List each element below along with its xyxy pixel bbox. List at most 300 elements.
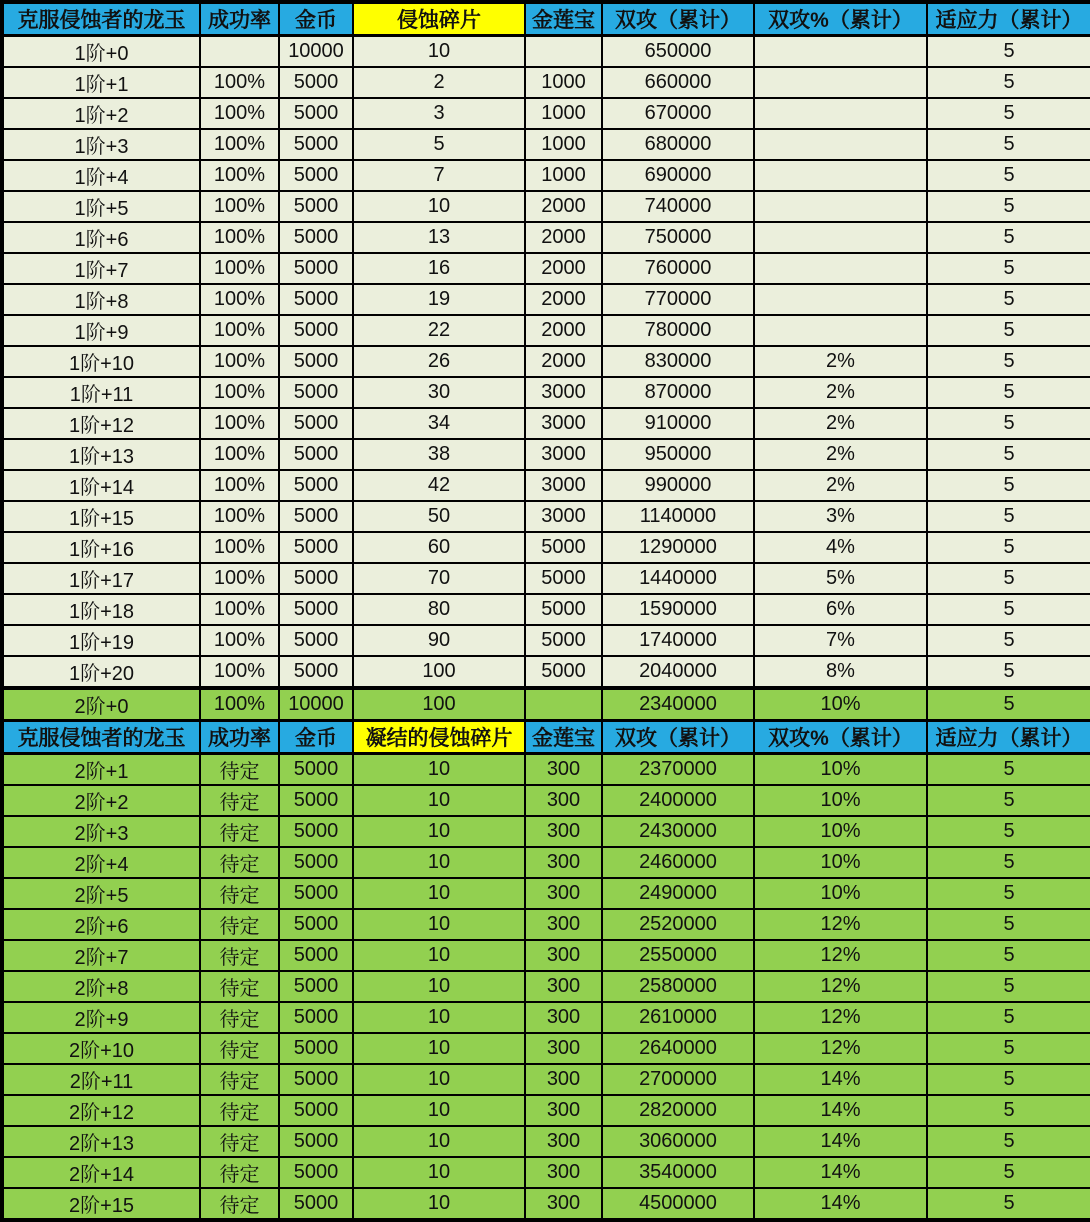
cell-lotus[interactable]: 5000 <box>525 625 602 656</box>
cell-dual-attack[interactable]: 680000 <box>602 129 754 160</box>
cell-dual-attack-pct[interactable] <box>754 191 927 222</box>
cell-shards[interactable]: 50 <box>353 501 525 532</box>
cell-lotus[interactable]: 300 <box>525 1188 602 1220</box>
cell-shards[interactable]: 16 <box>353 253 525 284</box>
cell-success-rate[interactable]: 100% <box>200 191 279 222</box>
cell-dual-attack-pct[interactable]: 5% <box>754 563 927 594</box>
cell-gold[interactable]: 5000 <box>279 1002 353 1033</box>
cell-dual-attack[interactable]: 950000 <box>602 439 754 470</box>
cell-dual-attack-pct[interactable] <box>754 36 927 68</box>
cell-success-rate[interactable]: 待定 <box>200 1188 279 1220</box>
cell-gold[interactable]: 5000 <box>279 656 353 688</box>
cell-dragon-jade[interactable]: 2阶+1 <box>2 754 200 786</box>
cell-success-rate[interactable]: 待定 <box>200 847 279 878</box>
cell-success-rate[interactable]: 100% <box>200 284 279 315</box>
cell-success-rate[interactable]: 100% <box>200 439 279 470</box>
cell-dragon-jade[interactable]: 1阶+15 <box>2 501 200 532</box>
cell-dual-attack-pct[interactable]: 2% <box>754 470 927 501</box>
cell-dual-attack[interactable]: 2580000 <box>602 971 754 1002</box>
header-dual-attack[interactable]: 双攻（累计） <box>602 721 754 754</box>
cell-success-rate[interactable]: 100% <box>200 67 279 98</box>
cell-gold[interactable]: 5000 <box>279 98 353 129</box>
cell-adaptability[interactable]: 5 <box>927 878 1090 909</box>
cell-shards[interactable]: 10 <box>353 1002 525 1033</box>
cell-dual-attack[interactable]: 670000 <box>602 98 754 129</box>
cell-gold[interactable]: 10000 <box>279 36 353 68</box>
cell-adaptability[interactable]: 5 <box>927 594 1090 625</box>
cell-shards[interactable]: 10 <box>353 1033 525 1064</box>
cell-dual-attack[interactable]: 690000 <box>602 160 754 191</box>
cell-dual-attack[interactable]: 660000 <box>602 67 754 98</box>
cell-shards[interactable]: 10 <box>353 971 525 1002</box>
cell-dual-attack-pct[interactable] <box>754 253 927 284</box>
cell-gold[interactable]: 5000 <box>279 625 353 656</box>
cell-dual-attack-pct[interactable]: 14% <box>754 1126 927 1157</box>
header-gold[interactable]: 金币 <box>279 2 353 36</box>
cell-lotus[interactable]: 5000 <box>525 532 602 563</box>
cell-dragon-jade[interactable]: 1阶+11 <box>2 377 200 408</box>
cell-dual-attack[interactable]: 2460000 <box>602 847 754 878</box>
cell-adaptability[interactable]: 5 <box>927 470 1090 501</box>
header-shards[interactable]: 侵蚀碎片 <box>353 2 525 36</box>
header-adaptability[interactable]: 适应力（累计） <box>927 2 1090 36</box>
cell-dragon-jade[interactable]: 2阶+7 <box>2 940 200 971</box>
cell-success-rate[interactable]: 100% <box>200 253 279 284</box>
cell-success-rate[interactable]: 100% <box>200 532 279 563</box>
cell-dual-attack[interactable]: 760000 <box>602 253 754 284</box>
cell-lotus[interactable]: 1000 <box>525 129 602 160</box>
cell-adaptability[interactable]: 5 <box>927 36 1090 68</box>
cell-lotus[interactable]: 3000 <box>525 439 602 470</box>
cell-lotus[interactable]: 300 <box>525 754 602 786</box>
header-shards[interactable]: 凝结的侵蚀碎片 <box>353 721 525 754</box>
cell-dragon-jade[interactable]: 1阶+10 <box>2 346 200 377</box>
cell-dragon-jade[interactable]: 2阶+2 <box>2 785 200 816</box>
cell-lotus[interactable]: 5000 <box>525 656 602 688</box>
cell-dragon-jade[interactable]: 1阶+8 <box>2 284 200 315</box>
cell-dual-attack-pct[interactable] <box>754 129 927 160</box>
cell-adaptability[interactable]: 5 <box>927 67 1090 98</box>
cell-dual-attack-pct[interactable]: 2% <box>754 408 927 439</box>
cell-dual-attack[interactable]: 1140000 <box>602 501 754 532</box>
cell-dual-attack-pct[interactable] <box>754 284 927 315</box>
cell-shards[interactable]: 42 <box>353 470 525 501</box>
cell-dual-attack[interactable]: 830000 <box>602 346 754 377</box>
cell-dual-attack-pct[interactable]: 10% <box>754 754 927 786</box>
cell-success-rate[interactable]: 待定 <box>200 1126 279 1157</box>
cell-shards[interactable]: 13 <box>353 222 525 253</box>
cell-adaptability[interactable]: 5 <box>927 1095 1090 1126</box>
cell-lotus[interactable]: 3000 <box>525 501 602 532</box>
cell-lotus[interactable]: 2000 <box>525 346 602 377</box>
cell-adaptability[interactable]: 5 <box>927 191 1090 222</box>
cell-dragon-jade[interactable]: 1阶+3 <box>2 129 200 160</box>
cell-gold[interactable]: 5000 <box>279 1064 353 1095</box>
cell-gold[interactable]: 5000 <box>279 408 353 439</box>
cell-gold[interactable]: 5000 <box>279 377 353 408</box>
cell-dragon-jade[interactable]: 1阶+4 <box>2 160 200 191</box>
cell-success-rate[interactable]: 100% <box>200 408 279 439</box>
cell-lotus[interactable]: 5000 <box>525 594 602 625</box>
cell-adaptability[interactable]: 5 <box>927 98 1090 129</box>
cell-adaptability[interactable]: 5 <box>927 816 1090 847</box>
cell-shards[interactable]: 19 <box>353 284 525 315</box>
cell-gold[interactable]: 5000 <box>279 501 353 532</box>
cell-shards[interactable]: 100 <box>353 656 525 688</box>
cell-dual-attack[interactable]: 2040000 <box>602 656 754 688</box>
cell-dual-attack-pct[interactable]: 10% <box>754 785 927 816</box>
cell-gold[interactable]: 5000 <box>279 284 353 315</box>
cell-gold[interactable]: 5000 <box>279 971 353 1002</box>
cell-dual-attack-pct[interactable]: 10% <box>754 878 927 909</box>
header-success-rate[interactable]: 成功率 <box>200 721 279 754</box>
cell-gold[interactable]: 5000 <box>279 847 353 878</box>
header-dual-attack-pct[interactable]: 双攻%（累计） <box>754 721 927 754</box>
cell-dual-attack-pct[interactable]: 12% <box>754 1033 927 1064</box>
cell-lotus[interactable]: 300 <box>525 1002 602 1033</box>
cell-success-rate[interactable]: 待定 <box>200 878 279 909</box>
cell-shards[interactable]: 10 <box>353 816 525 847</box>
cell-shards[interactable]: 10 <box>353 191 525 222</box>
cell-adaptability[interactable]: 5 <box>927 129 1090 160</box>
cell-dual-attack-pct[interactable]: 7% <box>754 625 927 656</box>
cell-success-rate[interactable]: 待定 <box>200 909 279 940</box>
cell-dragon-jade[interactable]: 2阶+10 <box>2 1033 200 1064</box>
cell-dual-attack[interactable]: 1590000 <box>602 594 754 625</box>
cell-shards[interactable]: 26 <box>353 346 525 377</box>
cell-success-rate[interactable]: 待定 <box>200 785 279 816</box>
cell-gold[interactable]: 5000 <box>279 1126 353 1157</box>
cell-success-rate[interactable]: 100% <box>200 315 279 346</box>
cell-shards[interactable]: 38 <box>353 439 525 470</box>
cell-dual-attack[interactable]: 780000 <box>602 315 754 346</box>
cell-success-rate[interactable]: 100% <box>200 129 279 160</box>
cell-lotus[interactable]: 2000 <box>525 284 602 315</box>
cell-dual-attack[interactable]: 1290000 <box>602 532 754 563</box>
cell-dragon-jade[interactable]: 2阶+4 <box>2 847 200 878</box>
cell-gold[interactable]: 5000 <box>279 940 353 971</box>
header-success-rate[interactable]: 成功率 <box>200 2 279 36</box>
cell-shards[interactable]: 10 <box>353 754 525 786</box>
cell-gold[interactable]: 5000 <box>279 67 353 98</box>
cell-shards[interactable]: 2 <box>353 67 525 98</box>
cell-dual-attack[interactable]: 3060000 <box>602 1126 754 1157</box>
cell-lotus[interactable]: 2000 <box>525 253 602 284</box>
cell-dragon-jade[interactable]: 1阶+14 <box>2 470 200 501</box>
cell-dual-attack[interactable]: 2700000 <box>602 1064 754 1095</box>
cell-dual-attack-pct[interactable]: 12% <box>754 971 927 1002</box>
cell-adaptability[interactable]: 5 <box>927 253 1090 284</box>
cell-success-rate[interactable]: 100% <box>200 594 279 625</box>
cell-success-rate[interactable] <box>200 36 279 68</box>
cell-dragon-jade[interactable]: 2阶+5 <box>2 878 200 909</box>
cell-shards[interactable]: 90 <box>353 625 525 656</box>
cell-success-rate[interactable]: 待定 <box>200 754 279 786</box>
cell-dragon-jade[interactable]: 1阶+20 <box>2 656 200 688</box>
cell-success-rate[interactable]: 100% <box>200 98 279 129</box>
cell-lotus[interactable] <box>525 688 602 721</box>
cell-lotus[interactable]: 5000 <box>525 563 602 594</box>
cell-shards[interactable]: 80 <box>353 594 525 625</box>
cell-dragon-jade[interactable]: 1阶+9 <box>2 315 200 346</box>
cell-shards[interactable]: 10 <box>353 1064 525 1095</box>
cell-dual-attack-pct[interactable] <box>754 315 927 346</box>
cell-dragon-jade[interactable]: 2阶+13 <box>2 1126 200 1157</box>
cell-lotus[interactable]: 300 <box>525 1126 602 1157</box>
cell-adaptability[interactable]: 5 <box>927 1064 1090 1095</box>
cell-shards[interactable]: 10 <box>353 1126 525 1157</box>
cell-shards[interactable]: 22 <box>353 315 525 346</box>
cell-dual-attack-pct[interactable]: 8% <box>754 656 927 688</box>
cell-dual-attack[interactable]: 770000 <box>602 284 754 315</box>
cell-shards[interactable]: 10 <box>353 36 525 68</box>
cell-gold[interactable]: 5000 <box>279 816 353 847</box>
cell-dragon-jade[interactable]: 1阶+19 <box>2 625 200 656</box>
cell-dragon-jade[interactable]: 1阶+17 <box>2 563 200 594</box>
cell-dragon-jade[interactable]: 1阶+16 <box>2 532 200 563</box>
header-lotus[interactable]: 金莲宝 <box>525 721 602 754</box>
cell-shards[interactable]: 10 <box>353 1188 525 1220</box>
cell-shards[interactable]: 5 <box>353 129 525 160</box>
cell-dual-attack-pct[interactable]: 14% <box>754 1095 927 1126</box>
cell-adaptability[interactable]: 5 <box>927 940 1090 971</box>
cell-success-rate[interactable]: 100% <box>200 656 279 688</box>
cell-success-rate[interactable]: 待定 <box>200 816 279 847</box>
cell-lotus[interactable]: 1000 <box>525 67 602 98</box>
cell-gold[interactable]: 5000 <box>279 1157 353 1188</box>
cell-lotus[interactable]: 300 <box>525 1064 602 1095</box>
cell-shards[interactable]: 7 <box>353 160 525 191</box>
cell-success-rate[interactable]: 待定 <box>200 1033 279 1064</box>
cell-adaptability[interactable]: 5 <box>927 222 1090 253</box>
cell-gold[interactable]: 5000 <box>279 160 353 191</box>
cell-gold[interactable]: 5000 <box>279 563 353 594</box>
cell-dragon-jade[interactable]: 2阶+0 <box>2 688 200 721</box>
cell-adaptability[interactable]: 5 <box>927 377 1090 408</box>
cell-dragon-jade[interactable]: 2阶+6 <box>2 909 200 940</box>
cell-dual-attack-pct[interactable] <box>754 67 927 98</box>
cell-gold[interactable]: 5000 <box>279 754 353 786</box>
cell-dual-attack-pct[interactable]: 3% <box>754 501 927 532</box>
cell-dual-attack[interactable]: 1440000 <box>602 563 754 594</box>
cell-dragon-jade[interactable]: 1阶+2 <box>2 98 200 129</box>
cell-lotus[interactable]: 300 <box>525 878 602 909</box>
cell-gold[interactable]: 5000 <box>279 222 353 253</box>
cell-dual-attack-pct[interactable]: 10% <box>754 847 927 878</box>
header-adaptability[interactable]: 适应力（累计） <box>927 721 1090 754</box>
cell-adaptability[interactable]: 5 <box>927 754 1090 786</box>
cell-shards[interactable]: 10 <box>353 1157 525 1188</box>
cell-dual-attack[interactable]: 4500000 <box>602 1188 754 1220</box>
cell-adaptability[interactable]: 5 <box>927 1157 1090 1188</box>
cell-dual-attack[interactable]: 990000 <box>602 470 754 501</box>
cell-adaptability[interactable]: 5 <box>927 563 1090 594</box>
cell-adaptability[interactable]: 5 <box>927 625 1090 656</box>
cell-shards[interactable]: 100 <box>353 688 525 721</box>
cell-shards[interactable]: 10 <box>353 785 525 816</box>
cell-lotus[interactable] <box>525 36 602 68</box>
cell-lotus[interactable]: 300 <box>525 816 602 847</box>
cell-adaptability[interactable]: 5 <box>927 909 1090 940</box>
cell-gold[interactable]: 5000 <box>279 1188 353 1220</box>
cell-lotus[interactable]: 1000 <box>525 98 602 129</box>
cell-adaptability[interactable]: 5 <box>927 656 1090 688</box>
cell-adaptability[interactable]: 5 <box>927 1188 1090 1220</box>
cell-lotus[interactable]: 300 <box>525 909 602 940</box>
cell-gold[interactable]: 5000 <box>279 439 353 470</box>
cell-gold[interactable]: 5000 <box>279 470 353 501</box>
cell-dual-attack-pct[interactable]: 12% <box>754 940 927 971</box>
cell-success-rate[interactable]: 100% <box>200 160 279 191</box>
cell-dual-attack-pct[interactable]: 12% <box>754 909 927 940</box>
cell-shards[interactable]: 10 <box>353 847 525 878</box>
cell-dual-attack-pct[interactable]: 6% <box>754 594 927 625</box>
cell-adaptability[interactable]: 5 <box>927 847 1090 878</box>
cell-dragon-jade[interactable]: 1阶+5 <box>2 191 200 222</box>
cell-shards[interactable]: 10 <box>353 1095 525 1126</box>
cell-dual-attack-pct[interactable]: 4% <box>754 532 927 563</box>
cell-lotus[interactable]: 300 <box>525 1157 602 1188</box>
cell-dual-attack-pct[interactable] <box>754 98 927 129</box>
cell-shards[interactable]: 60 <box>353 532 525 563</box>
cell-success-rate[interactable]: 100% <box>200 563 279 594</box>
cell-dual-attack-pct[interactable]: 14% <box>754 1064 927 1095</box>
cell-adaptability[interactable]: 5 <box>927 160 1090 191</box>
cell-dragon-jade[interactable]: 1阶+1 <box>2 67 200 98</box>
cell-dragon-jade[interactable]: 1阶+6 <box>2 222 200 253</box>
cell-lotus[interactable]: 3000 <box>525 408 602 439</box>
cell-dual-attack[interactable]: 2550000 <box>602 940 754 971</box>
cell-dragon-jade[interactable]: 2阶+8 <box>2 971 200 1002</box>
cell-gold[interactable]: 5000 <box>279 1095 353 1126</box>
cell-success-rate[interactable]: 100% <box>200 346 279 377</box>
cell-shards[interactable]: 34 <box>353 408 525 439</box>
cell-dual-attack[interactable]: 750000 <box>602 222 754 253</box>
cell-success-rate[interactable]: 100% <box>200 501 279 532</box>
cell-adaptability[interactable]: 5 <box>927 1126 1090 1157</box>
cell-dual-attack-pct[interactable]: 14% <box>754 1188 927 1220</box>
cell-dragon-jade[interactable]: 2阶+11 <box>2 1064 200 1095</box>
cell-lotus[interactable]: 2000 <box>525 315 602 346</box>
cell-dual-attack-pct[interactable] <box>754 160 927 191</box>
cell-dragon-jade[interactable]: 2阶+15 <box>2 1188 200 1220</box>
cell-dragon-jade[interactable]: 1阶+18 <box>2 594 200 625</box>
cell-gold[interactable]: 5000 <box>279 532 353 563</box>
cell-adaptability[interactable]: 5 <box>927 501 1090 532</box>
cell-dual-attack-pct[interactable]: 12% <box>754 1002 927 1033</box>
cell-lotus[interactable]: 2000 <box>525 222 602 253</box>
cell-dragon-jade[interactable]: 1阶+0 <box>2 36 200 68</box>
cell-gold[interactable]: 5000 <box>279 315 353 346</box>
cell-dual-attack[interactable]: 3540000 <box>602 1157 754 1188</box>
header-dragon-jade[interactable]: 克服侵蚀者的龙玉 <box>2 2 200 36</box>
header-dragon-jade[interactable]: 克服侵蚀者的龙玉 <box>2 721 200 754</box>
cell-success-rate[interactable]: 待定 <box>200 1002 279 1033</box>
header-dual-attack-pct[interactable]: 双攻%（累计） <box>754 2 927 36</box>
cell-dual-attack[interactable]: 2370000 <box>602 754 754 786</box>
cell-lotus[interactable]: 300 <box>525 1095 602 1126</box>
cell-dragon-jade[interactable]: 1阶+12 <box>2 408 200 439</box>
cell-adaptability[interactable]: 5 <box>927 284 1090 315</box>
cell-adaptability[interactable]: 5 <box>927 346 1090 377</box>
cell-success-rate[interactable]: 待定 <box>200 1157 279 1188</box>
header-gold[interactable]: 金币 <box>279 721 353 754</box>
cell-shards[interactable]: 10 <box>353 909 525 940</box>
cell-dual-attack[interactable]: 870000 <box>602 377 754 408</box>
cell-dual-attack[interactable]: 2520000 <box>602 909 754 940</box>
cell-adaptability[interactable]: 5 <box>927 532 1090 563</box>
cell-dragon-jade[interactable]: 1阶+7 <box>2 253 200 284</box>
cell-success-rate[interactable]: 100% <box>200 470 279 501</box>
cell-success-rate[interactable]: 100% <box>200 688 279 721</box>
cell-lotus[interactable]: 300 <box>525 971 602 1002</box>
cell-adaptability[interactable]: 5 <box>927 1002 1090 1033</box>
cell-dual-attack-pct[interactable]: 10% <box>754 688 927 721</box>
cell-dragon-jade[interactable]: 1阶+13 <box>2 439 200 470</box>
cell-adaptability[interactable]: 5 <box>927 315 1090 346</box>
cell-adaptability[interactable]: 5 <box>927 439 1090 470</box>
cell-lotus[interactable]: 3000 <box>525 377 602 408</box>
cell-dual-attack-pct[interactable]: 2% <box>754 377 927 408</box>
cell-adaptability[interactable]: 5 <box>927 785 1090 816</box>
cell-adaptability[interactable]: 5 <box>927 688 1090 721</box>
cell-dragon-jade[interactable]: 2阶+3 <box>2 816 200 847</box>
cell-dragon-jade[interactable]: 2阶+14 <box>2 1157 200 1188</box>
cell-gold[interactable]: 5000 <box>279 594 353 625</box>
cell-gold[interactable]: 5000 <box>279 785 353 816</box>
cell-dual-attack[interactable]: 1740000 <box>602 625 754 656</box>
cell-dual-attack[interactable]: 2430000 <box>602 816 754 847</box>
cell-lotus[interactable]: 300 <box>525 940 602 971</box>
cell-success-rate[interactable]: 待定 <box>200 1064 279 1095</box>
cell-dual-attack-pct[interactable] <box>754 222 927 253</box>
cell-shards[interactable]: 3 <box>353 98 525 129</box>
cell-lotus[interactable]: 300 <box>525 785 602 816</box>
cell-dual-attack[interactable]: 740000 <box>602 191 754 222</box>
cell-success-rate[interactable]: 待定 <box>200 971 279 1002</box>
cell-lotus[interactable]: 300 <box>525 847 602 878</box>
cell-success-rate[interactable]: 100% <box>200 625 279 656</box>
cell-dual-attack-pct[interactable]: 2% <box>754 346 927 377</box>
cell-lotus[interactable]: 3000 <box>525 470 602 501</box>
cell-dual-attack[interactable]: 2340000 <box>602 688 754 721</box>
cell-dual-attack-pct[interactable]: 2% <box>754 439 927 470</box>
cell-gold[interactable]: 5000 <box>279 878 353 909</box>
cell-adaptability[interactable]: 5 <box>927 408 1090 439</box>
cell-gold[interactable]: 5000 <box>279 191 353 222</box>
cell-gold[interactable]: 5000 <box>279 1033 353 1064</box>
cell-success-rate[interactable]: 待定 <box>200 940 279 971</box>
cell-lotus[interactable]: 1000 <box>525 160 602 191</box>
cell-dual-attack[interactable]: 650000 <box>602 36 754 68</box>
cell-dual-attack[interactable]: 2400000 <box>602 785 754 816</box>
cell-lotus[interactable]: 2000 <box>525 191 602 222</box>
cell-gold[interactable]: 5000 <box>279 129 353 160</box>
header-dual-attack[interactable]: 双攻（累计） <box>602 2 754 36</box>
cell-shards[interactable]: 70 <box>353 563 525 594</box>
cell-success-rate[interactable]: 100% <box>200 222 279 253</box>
cell-shards[interactable]: 10 <box>353 940 525 971</box>
cell-shards[interactable]: 30 <box>353 377 525 408</box>
cell-gold[interactable]: 5000 <box>279 346 353 377</box>
header-lotus[interactable]: 金莲宝 <box>525 2 602 36</box>
cell-lotus[interactable]: 300 <box>525 1033 602 1064</box>
cell-gold[interactable]: 10000 <box>279 688 353 721</box>
cell-dual-attack[interactable]: 2610000 <box>602 1002 754 1033</box>
cell-dual-attack-pct[interactable]: 14% <box>754 1157 927 1188</box>
cell-success-rate[interactable]: 100% <box>200 377 279 408</box>
cell-shards[interactable]: 10 <box>353 878 525 909</box>
